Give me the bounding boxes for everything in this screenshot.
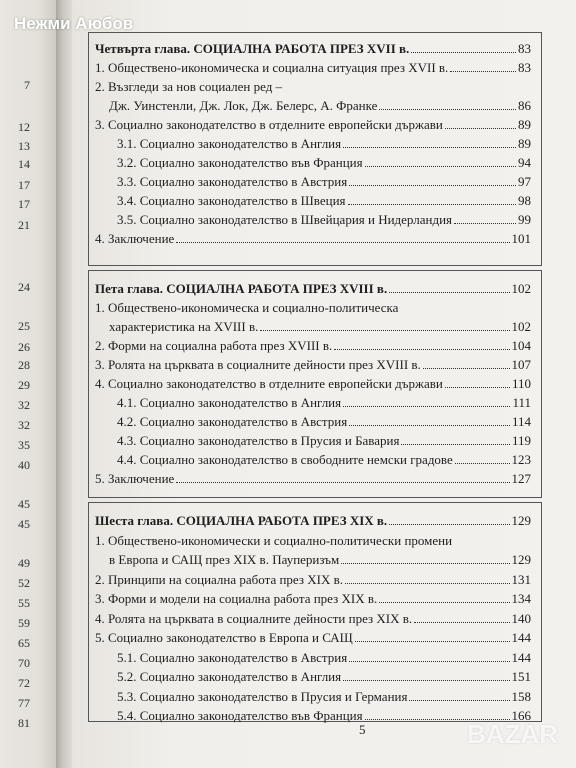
toc-item-text: 2. Форми на социална работа през XVIII в. (95, 338, 333, 353)
chapter-heading[interactable] (95, 281, 531, 296)
left-page-number: 7 (24, 78, 30, 92)
toc-item-text: 5. Социално законодателство в Европа и САЩ (95, 630, 353, 645)
toc-item-page: 110 (511, 376, 531, 391)
leader-dots (355, 632, 510, 642)
toc-item-page: 158 (511, 688, 531, 704)
toc-item-page: 131 (511, 571, 531, 587)
toc-item-page: 144 (511, 630, 531, 645)
left-page-number: 17 (18, 178, 30, 192)
toc-item-text: 4.3. Социално законодателство в Прусия и Бавария (117, 433, 400, 448)
left-page-number: 17 (18, 197, 30, 211)
toc-item-page: 99 (518, 212, 531, 227)
toc-item-text: 3. Форми и модели на социална работа през XIX в. (95, 591, 378, 606)
left-page-number: 59 (18, 616, 30, 630)
left-page-number: 55 (18, 596, 30, 610)
toc-item-page: 98 (518, 193, 531, 208)
toc-item-page: 101 (511, 231, 531, 246)
toc-item-page: 114 (511, 414, 531, 429)
toc-item-text: 3.5. Социално законодателство в Швейцария и Нидерландия (117, 212, 453, 227)
leader-dots (349, 176, 516, 186)
toc-item-text: 3. Социално законодателство в отделните европейски държави (95, 117, 443, 132)
left-page-number: 25 (18, 319, 30, 333)
toc-item-text: 5.1. Социално законодателство в Австрия (117, 649, 348, 665)
chapter-heading[interactable] (95, 41, 531, 56)
toc-item-text: 4. Социално законодателство в отделните европейски държави (95, 376, 443, 391)
leader-dots (349, 652, 509, 662)
leader-dots (455, 454, 510, 464)
toc-subitem[interactable] (117, 433, 531, 448)
toc-item-text: 4.4. Социално законодателство в свободните немски градове (117, 452, 453, 467)
toc-item[interactable] (109, 552, 531, 567)
leader-dots (423, 359, 510, 369)
leader-dots (401, 435, 509, 445)
toc-chapter-box (88, 32, 542, 266)
toc-item[interactable] (95, 60, 531, 75)
leader-dots (379, 100, 516, 110)
toc-item[interactable] (95, 471, 531, 486)
left-page-number: 40 (18, 458, 30, 472)
left-page-number: 14 (18, 157, 30, 171)
toc-item-page: 107 (511, 357, 531, 372)
toc-item-text: 4. Заключение (95, 231, 175, 246)
leader-dots (389, 515, 509, 525)
leader-dots (260, 321, 509, 331)
left-page-number: 35 (18, 438, 30, 452)
toc-subitem[interactable] (117, 395, 531, 410)
toc-item-text: 5.2. Социално законодателство в Англия (117, 669, 342, 684)
toc-item[interactable] (95, 338, 531, 353)
toc-item-text: 3.4. Социално законодателство в Швеция (117, 193, 346, 208)
toc-item-text: 1. Обществено-икономически и социално-политически промени (95, 532, 453, 548)
toc-subitem[interactable] (117, 414, 531, 429)
toc-item-text: 3.2. Социално законодателство във Франция (117, 155, 363, 170)
leader-dots (176, 473, 509, 483)
toc-subitem[interactable] (117, 650, 531, 665)
left-page-number: 13 (18, 139, 30, 153)
left-page-number: 29 (18, 378, 30, 392)
toc-item[interactable] (95, 533, 531, 548)
leader-dots (343, 138, 516, 148)
leader-dots (389, 283, 509, 293)
leader-dots (343, 671, 509, 681)
left-page-number: 72 (18, 676, 30, 690)
left-page-number: 24 (18, 280, 30, 294)
left-page-number: 12 (18, 120, 30, 134)
leader-dots (450, 62, 516, 72)
chapter-page: 102 (511, 281, 531, 296)
leader-dots (445, 119, 516, 129)
toc-item-page: 94 (518, 155, 531, 170)
leader-dots (414, 613, 509, 623)
toc-subitem[interactable] (117, 669, 531, 684)
left-page-edge (0, 0, 56, 768)
toc-item-page: 83 (518, 60, 531, 75)
leader-dots (411, 43, 516, 53)
page-number: 5 (359, 722, 366, 737)
toc-item-page: 102 (511, 319, 531, 334)
toc-item[interactable] (95, 572, 531, 587)
toc-item-text: 1. Обществено-икономическа и социална ситуация през XVII в. (95, 60, 449, 75)
leader-dots (379, 593, 509, 603)
leader-dots (409, 691, 509, 701)
toc-item-page: 166 (511, 708, 531, 723)
left-page-number: 28 (18, 358, 30, 372)
toc-item-page: 144 (511, 649, 531, 665)
toc-item-page: 111 (512, 395, 531, 410)
toc-item[interactable] (95, 591, 531, 606)
leader-dots (445, 378, 510, 388)
leader-dots (343, 397, 510, 407)
toc-item[interactable] (109, 98, 531, 113)
toc-chapter-box (88, 270, 542, 498)
toc-item-text: 3. Ролята на църквата в социалните дейности през XVIII в. (95, 357, 421, 372)
toc-subitem[interactable] (117, 174, 531, 189)
toc-item-text: 4.1. Социално законодателство в Англия (117, 395, 342, 410)
toc-item[interactable] (95, 376, 531, 391)
left-page-number: 45 (18, 497, 30, 511)
toc-item-page: 140 (511, 610, 531, 626)
table-of-contents-page (72, 0, 576, 768)
toc-item-text: 2. Възгледи за нов социален ред – (95, 79, 283, 94)
leader-dots (341, 554, 509, 564)
toc-item-text: 5.3. Социално законодателство в Прусия и Германия (117, 688, 408, 704)
left-page-number: 45 (18, 517, 30, 531)
book-gutter (56, 0, 72, 768)
leader-dots (348, 195, 516, 205)
chapter-heading[interactable] (95, 513, 531, 528)
toc-item-page: 151 (511, 669, 531, 684)
toc-item-page: 129 (511, 552, 531, 567)
toc-item-page: 97 (518, 174, 531, 189)
toc-subitem[interactable] (117, 136, 531, 151)
chapter-page: 83 (518, 41, 531, 56)
toc-chapter-box (88, 502, 542, 722)
leader-dots (454, 214, 516, 224)
toc-item-text: 2. Принципи на социална работа през XIX в. (95, 571, 343, 587)
toc-item[interactable] (95, 611, 531, 626)
leader-dots (334, 340, 509, 350)
toc-item-page: 89 (518, 117, 531, 132)
toc-item-text: 5.4. Социално законодателство във Франция (117, 708, 363, 723)
toc-subitem[interactable] (117, 212, 531, 227)
left-page-number: 32 (18, 418, 30, 432)
watermark-text: Нежми Аюбов (14, 14, 134, 33)
toc-item-text: 5. Заключение (95, 471, 175, 486)
toc-item-text: Дж. Уинстенли, Дж. Лок, Дж. Белерс, А. Франке (109, 98, 378, 113)
bazar-logo: BAZAR (467, 719, 558, 749)
toc-subitem[interactable] (117, 689, 531, 704)
toc-subitem[interactable] (117, 155, 531, 170)
left-page-number: 32 (18, 398, 30, 412)
toc-item-page: 134 (511, 591, 531, 606)
toc-item[interactable] (95, 300, 531, 315)
toc-item-page: 123 (511, 452, 531, 467)
left-page-number: 49 (18, 556, 30, 570)
left-page-number: 52 (18, 576, 30, 590)
toc-item[interactable] (95, 630, 531, 645)
toc-item-page: 89 (518, 136, 531, 151)
toc-item-text: 3.1. Социално законодателство в Англия (117, 136, 342, 151)
leader-dots (176, 233, 509, 243)
toc-item-text: 1. Обществено-икономическа и социално-политическа (95, 300, 399, 315)
left-page-number: 81 (18, 716, 30, 730)
toc-subitem[interactable] (117, 452, 531, 467)
toc-item-page: 119 (511, 433, 531, 448)
toc-subitem[interactable] (117, 193, 531, 208)
left-page-number: 21 (18, 218, 30, 232)
left-page-number: 77 (18, 696, 30, 710)
chapter-title: Пета глава. СОЦИАЛНА РАБОТА ПРЕЗ XVIII в. (95, 281, 388, 296)
chapter-title: Шеста глава. СОЦИАЛНА РАБОТА ПРЕЗ XIX в. (95, 513, 388, 528)
toc-item-text: 4.2. Социално законодателство в Австрия (117, 414, 348, 429)
leader-dots (349, 416, 510, 426)
toc-item[interactable] (109, 319, 531, 334)
leader-dots (365, 157, 516, 167)
toc-item[interactable] (95, 79, 531, 94)
toc-item-text: 3.3. Социално законодателство в Австрия (117, 174, 348, 189)
toc-item-page: 86 (518, 98, 531, 113)
left-page-number: 70 (18, 656, 30, 670)
toc-item-page: 104 (511, 338, 531, 353)
leader-dots (345, 574, 510, 584)
toc-item-text: характеристика на XVIII в. (109, 319, 259, 334)
toc-item[interactable] (95, 117, 531, 132)
toc-item[interactable] (95, 357, 531, 372)
toc-item-text: 4. Ролята на църквата в социалните дейности през XIX в. (95, 610, 413, 626)
toc-item-page: 127 (511, 471, 531, 486)
chapter-title: Четвърта глава. СОЦИАЛНА РАБОТА ПРЕЗ XVII в. (95, 41, 410, 56)
left-page-number: 26 (18, 340, 30, 354)
toc-item[interactable] (95, 231, 531, 246)
chapter-page: 129 (511, 513, 531, 528)
toc-item-text: в Европа и САЩ през XIX в. Пауперизъм (109, 552, 340, 567)
left-page-number: 65 (18, 636, 30, 650)
